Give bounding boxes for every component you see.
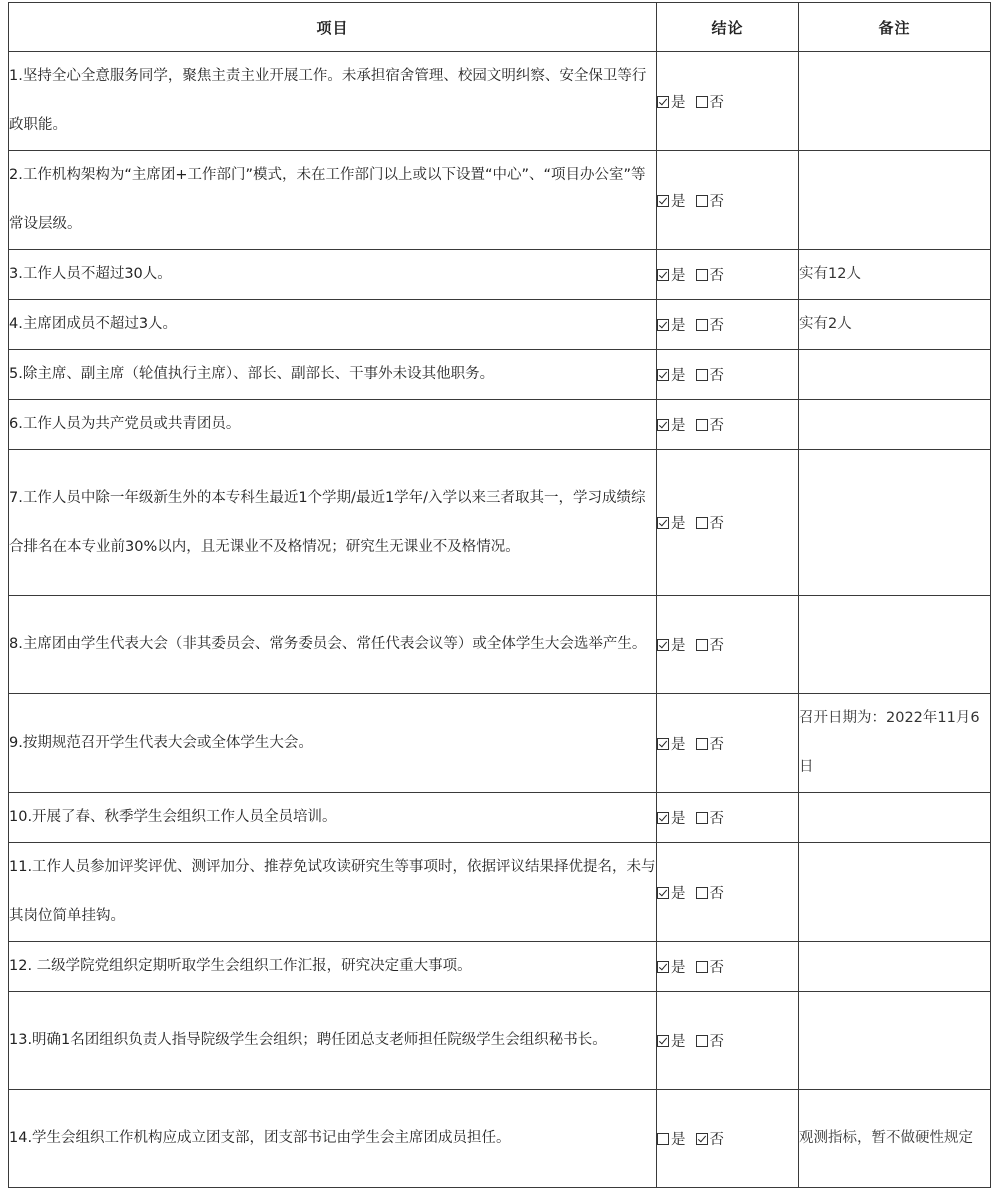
option-label: 否 — [709, 811, 724, 827]
item-text: 12. 二级学院党组织定期听取学生会组织工作汇报，研究决定重大事项。 — [9, 942, 657, 992]
item-text: 11.工作人员参加评奖评优、测评加分、推荐免试攻读研究生等事项时，依据评议结果择优提名，未与其岗位简单挂钩。 — [9, 843, 657, 942]
checked-box-icon[interactable] — [657, 1035, 669, 1047]
table-row — [9, 694, 991, 793]
table-row — [9, 1090, 991, 1188]
option-label: 否 — [709, 736, 724, 753]
option-no[interactable] — [696, 516, 725, 532]
option-yes[interactable] — [657, 268, 686, 284]
unchecked-box-icon[interactable] — [696, 319, 708, 331]
note-text: 召开日期为：2022年11月6日 — [799, 694, 991, 793]
unchecked-box-icon[interactable] — [657, 1133, 669, 1145]
note-text: 实有2人 — [799, 300, 991, 350]
table-row — [9, 300, 991, 350]
option-label: 是 — [671, 268, 686, 284]
option-yes[interactable] — [657, 194, 686, 210]
option-no[interactable] — [696, 194, 725, 210]
checked-box-icon[interactable] — [657, 517, 669, 529]
note-text — [799, 450, 991, 596]
option-no[interactable] — [696, 1034, 725, 1050]
item-text: 9.按期规范召开学生代表大会或全体学生大会。 — [9, 694, 657, 793]
note-text — [799, 992, 991, 1090]
option-no[interactable] — [696, 318, 725, 334]
option-yes[interactable] — [657, 886, 686, 902]
option-label: 是 — [671, 736, 686, 753]
item-text: 2.工作机构架构为“主席团+工作部门”模式，未在工作部门以上或以下设置“中心”、“项目办公室”等常设层级。 — [9, 151, 657, 250]
option-label: 否 — [709, 268, 724, 284]
table-row — [9, 843, 991, 942]
checked-box-icon[interactable] — [657, 639, 669, 651]
option-no[interactable] — [696, 1132, 725, 1148]
conclusion-cell — [657, 843, 799, 942]
option-yes[interactable] — [657, 516, 686, 532]
item-text: 10.开展了春、秋季学生会组织工作人员全员培训。 — [9, 793, 657, 843]
table-row — [9, 942, 991, 992]
option-label: 是 — [671, 418, 686, 434]
table-row — [9, 350, 991, 400]
table-row — [9, 400, 991, 450]
option-label: 否 — [709, 368, 724, 384]
unchecked-box-icon[interactable] — [696, 369, 708, 381]
option-no[interactable] — [696, 95, 725, 111]
checked-box-icon[interactable] — [657, 195, 669, 207]
table-row — [9, 250, 991, 300]
checked-box-icon[interactable] — [657, 369, 669, 381]
option-no[interactable] — [696, 368, 725, 384]
unchecked-box-icon[interactable] — [696, 419, 708, 431]
unchecked-box-icon[interactable] — [696, 961, 708, 973]
option-label: 否 — [709, 1132, 724, 1148]
option-label: 否 — [709, 318, 724, 334]
option-label: 是 — [671, 94, 686, 111]
option-label: 是 — [671, 318, 686, 334]
header-item: 项目 — [9, 3, 657, 52]
option-label: 是 — [671, 1132, 686, 1148]
option-label: 是 — [671, 1034, 686, 1050]
option-no[interactable] — [696, 886, 725, 902]
conclusion-cell — [657, 250, 799, 300]
conclusion-cell — [657, 300, 799, 350]
conclusion-cell — [657, 350, 799, 400]
option-label: 是 — [671, 885, 686, 902]
option-no[interactable] — [696, 811, 725, 827]
option-label: 是 — [671, 638, 686, 654]
header-conclusion: 结论 — [657, 3, 799, 52]
option-yes[interactable] — [657, 318, 686, 334]
option-label: 否 — [709, 885, 724, 902]
note-text — [799, 151, 991, 250]
table-row — [9, 450, 991, 596]
option-yes[interactable] — [657, 960, 686, 976]
option-no[interactable] — [696, 638, 725, 654]
item-text: 3.工作人员不超过30人。 — [9, 250, 657, 300]
checked-box-icon[interactable] — [657, 961, 669, 973]
table-row — [9, 596, 991, 694]
note-text — [799, 843, 991, 942]
note-text — [799, 793, 991, 843]
option-label: 是 — [671, 811, 686, 827]
option-no[interactable] — [696, 960, 725, 976]
option-yes[interactable] — [657, 418, 686, 434]
option-label: 否 — [709, 418, 724, 434]
table-row — [9, 992, 991, 1090]
option-label: 是 — [671, 368, 686, 384]
checked-box-icon[interactable] — [657, 812, 669, 824]
conclusion-cell — [657, 400, 799, 450]
table-row — [9, 52, 991, 151]
conclusion-cell — [657, 992, 799, 1090]
header-row — [9, 3, 991, 52]
option-no[interactable] — [696, 418, 725, 434]
unchecked-box-icon[interactable] — [696, 269, 708, 281]
checklist-table — [8, 2, 991, 1188]
checked-box-icon[interactable] — [657, 738, 669, 750]
item-text: 7.工作人员中除一年级新生外的本专科生最近1个学期/最近1学年/入学以来三者取其一，学习成绩综合排名在本专业前30%以内，且无课业不及格情况；研究生无课业不及格情况。 — [9, 450, 657, 596]
option-label: 否 — [709, 638, 724, 654]
note-text — [799, 942, 991, 992]
option-label: 否 — [709, 960, 724, 976]
option-yes[interactable] — [657, 368, 686, 384]
item-text: 14.学生会组织工作机构应成立团支部，团支部书记由学生会主席团成员担任。 — [9, 1090, 657, 1188]
item-text: 6.工作人员为共产党员或共青团员。 — [9, 400, 657, 450]
unchecked-box-icon[interactable] — [696, 738, 708, 750]
conclusion-cell — [657, 1090, 799, 1188]
option-label: 否 — [709, 1034, 724, 1050]
note-text — [799, 350, 991, 400]
conclusion-cell — [657, 793, 799, 843]
item-text: 13.明确1名团组织负责人指导院级学生会组织；聘任团总支老师担任院级学生会组织秘书长。 — [9, 992, 657, 1090]
item-text: 1.坚持全心全意服务同学，聚焦主责主业开展工作。未承担宿舍管理、校园文明纠察、安全保卫等行政职能。 — [9, 52, 657, 151]
unchecked-box-icon[interactable] — [696, 887, 708, 899]
option-yes[interactable] — [657, 1034, 686, 1050]
checked-box-icon[interactable] — [696, 1133, 708, 1145]
option-label: 是 — [671, 193, 686, 210]
note-text — [799, 400, 991, 450]
option-yes[interactable] — [657, 638, 686, 654]
item-text: 4.主席团成员不超过3人。 — [9, 300, 657, 350]
unchecked-box-icon[interactable] — [696, 639, 708, 651]
option-no[interactable] — [696, 737, 725, 753]
checked-box-icon[interactable] — [657, 269, 669, 281]
note-text — [799, 52, 991, 151]
note-text — [799, 596, 991, 694]
table-row — [9, 151, 991, 250]
unchecked-box-icon[interactable] — [696, 517, 708, 529]
unchecked-box-icon[interactable] — [696, 812, 708, 824]
conclusion-cell — [657, 52, 799, 151]
checked-box-icon[interactable] — [657, 319, 669, 331]
header-note: 备注 — [799, 3, 991, 52]
unchecked-box-icon[interactable] — [696, 195, 708, 207]
unchecked-box-icon[interactable] — [696, 96, 708, 108]
item-text: 5.除主席、副主席（轮值执行主席）、部长、副部长、干事外未设其他职务。 — [9, 350, 657, 400]
item-text: 8.主席团由学生代表大会（非其委员会、常务委员会、常任代表会议等）或全体学生大会选举产生。 — [9, 596, 657, 694]
option-yes[interactable] — [657, 811, 686, 827]
option-yes[interactable] — [657, 737, 686, 753]
option-label: 否 — [709, 193, 724, 210]
option-label: 是 — [671, 960, 686, 976]
unchecked-box-icon[interactable] — [696, 1035, 708, 1047]
conclusion-cell — [657, 450, 799, 596]
option-label: 否 — [709, 516, 724, 532]
note-text: 观测指标，暂不做硬性规定 — [799, 1090, 991, 1188]
conclusion-cell — [657, 694, 799, 793]
note-text: 实有12人 — [799, 250, 991, 300]
conclusion-cell — [657, 151, 799, 250]
conclusion-cell — [657, 942, 799, 992]
option-yes[interactable] — [657, 95, 686, 111]
option-yes[interactable] — [657, 1132, 686, 1148]
option-label: 否 — [709, 94, 724, 111]
option-no[interactable] — [696, 268, 725, 284]
checked-box-icon[interactable] — [657, 96, 669, 108]
option-label: 是 — [671, 516, 686, 532]
checked-box-icon[interactable] — [657, 887, 669, 899]
table-row — [9, 793, 991, 843]
checked-box-icon[interactable] — [657, 419, 669, 431]
conclusion-cell — [657, 596, 799, 694]
